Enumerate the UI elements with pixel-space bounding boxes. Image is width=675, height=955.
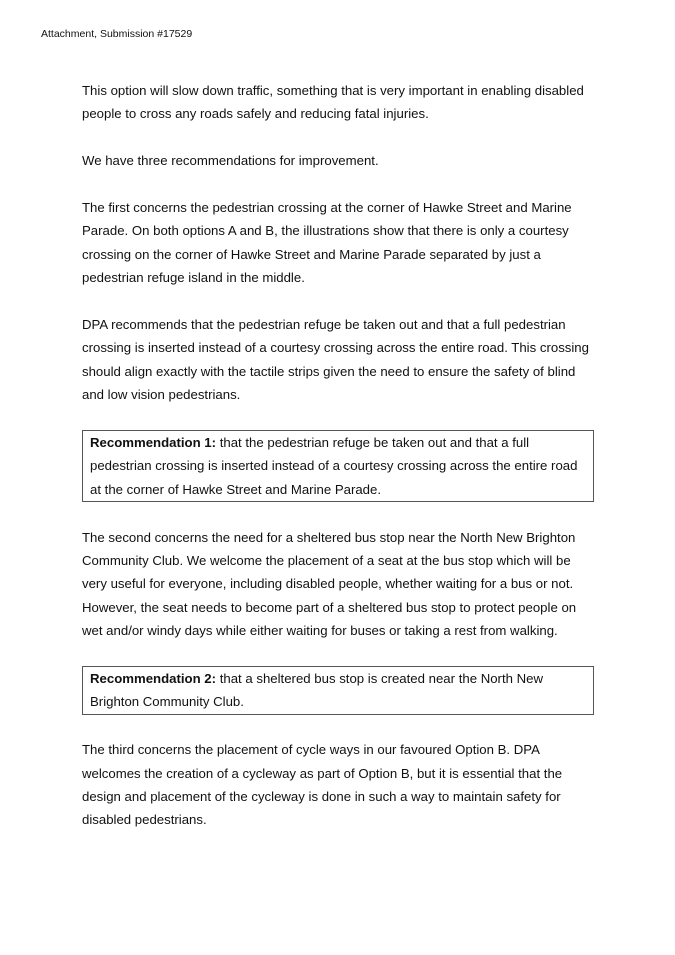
recommendation-2-text: that a sheltered bus stop is created near the North New Brighton Community Club. bbox=[90, 671, 543, 710]
document-body bbox=[82, 79, 594, 855]
paragraph-bus-stop: The second concerns the need for a sheltered bus stop near the North New Brighton Community Club. We welcome the placement of a seat at the bus stop which will be very useful for everyone, including disabled people, whether waiting for a bus or not. However, the seat needs to become part of a sheltered bus stop to protect people on wet and/or windy days while either waiting for buses or taking a rest from walking. bbox=[82, 529, 577, 639]
recommendation-2-box bbox=[82, 666, 594, 715]
paragraph-cycleway: The third concerns the placement of cycle ways in our favoured Option B. DPA welcomes the creation of a cycleway as part of Option B, but it is essential that the design and placement of the cycleway is done in such a way to maintain safety for disabled pedestrians. bbox=[82, 742, 563, 828]
paragraph-dpa-recommends: DPA recommends that the pedestrian refuge be taken out and that a full pedestrian crossing is inserted instead of a courtesy crossing across the entire road. This crossing should align exactly with the tactile strips given the need to ensure the safety of blind and low vision pedestrians. bbox=[82, 317, 589, 403]
paragraph-intro-recommendations: We have three recommendations for improvement. bbox=[82, 153, 379, 169]
recommendation-1-label: Recommendation 1: bbox=[90, 435, 217, 451]
recommendation-2-label: Recommendation 2: bbox=[90, 671, 217, 687]
submission-header: Attachment, Submission #17529 bbox=[41, 28, 193, 40]
paragraph-traffic: This option will slow down traffic, something that is very important in enabling disabled people to cross any roads safely and reducing fatal injuries. bbox=[82, 83, 584, 122]
paragraph-pedestrian-crossing: The first concerns the pedestrian crossing at the corner of Hawke Street and Marine Parade. On both options A and B, the illustrations show that there is only a courtesy crossing on the corner of Hawke Street and Marine Parade separated by just a pedestrian refuge island in the middle. bbox=[82, 200, 572, 286]
recommendation-1-text: that the pedestrian refuge be taken out and that a full pedestrian crossing is inserted instead of a courtesy crossing across the entire road at the corner of Hawke Street and Marine Parade. bbox=[90, 435, 578, 497]
recommendation-1-box bbox=[82, 430, 594, 502]
